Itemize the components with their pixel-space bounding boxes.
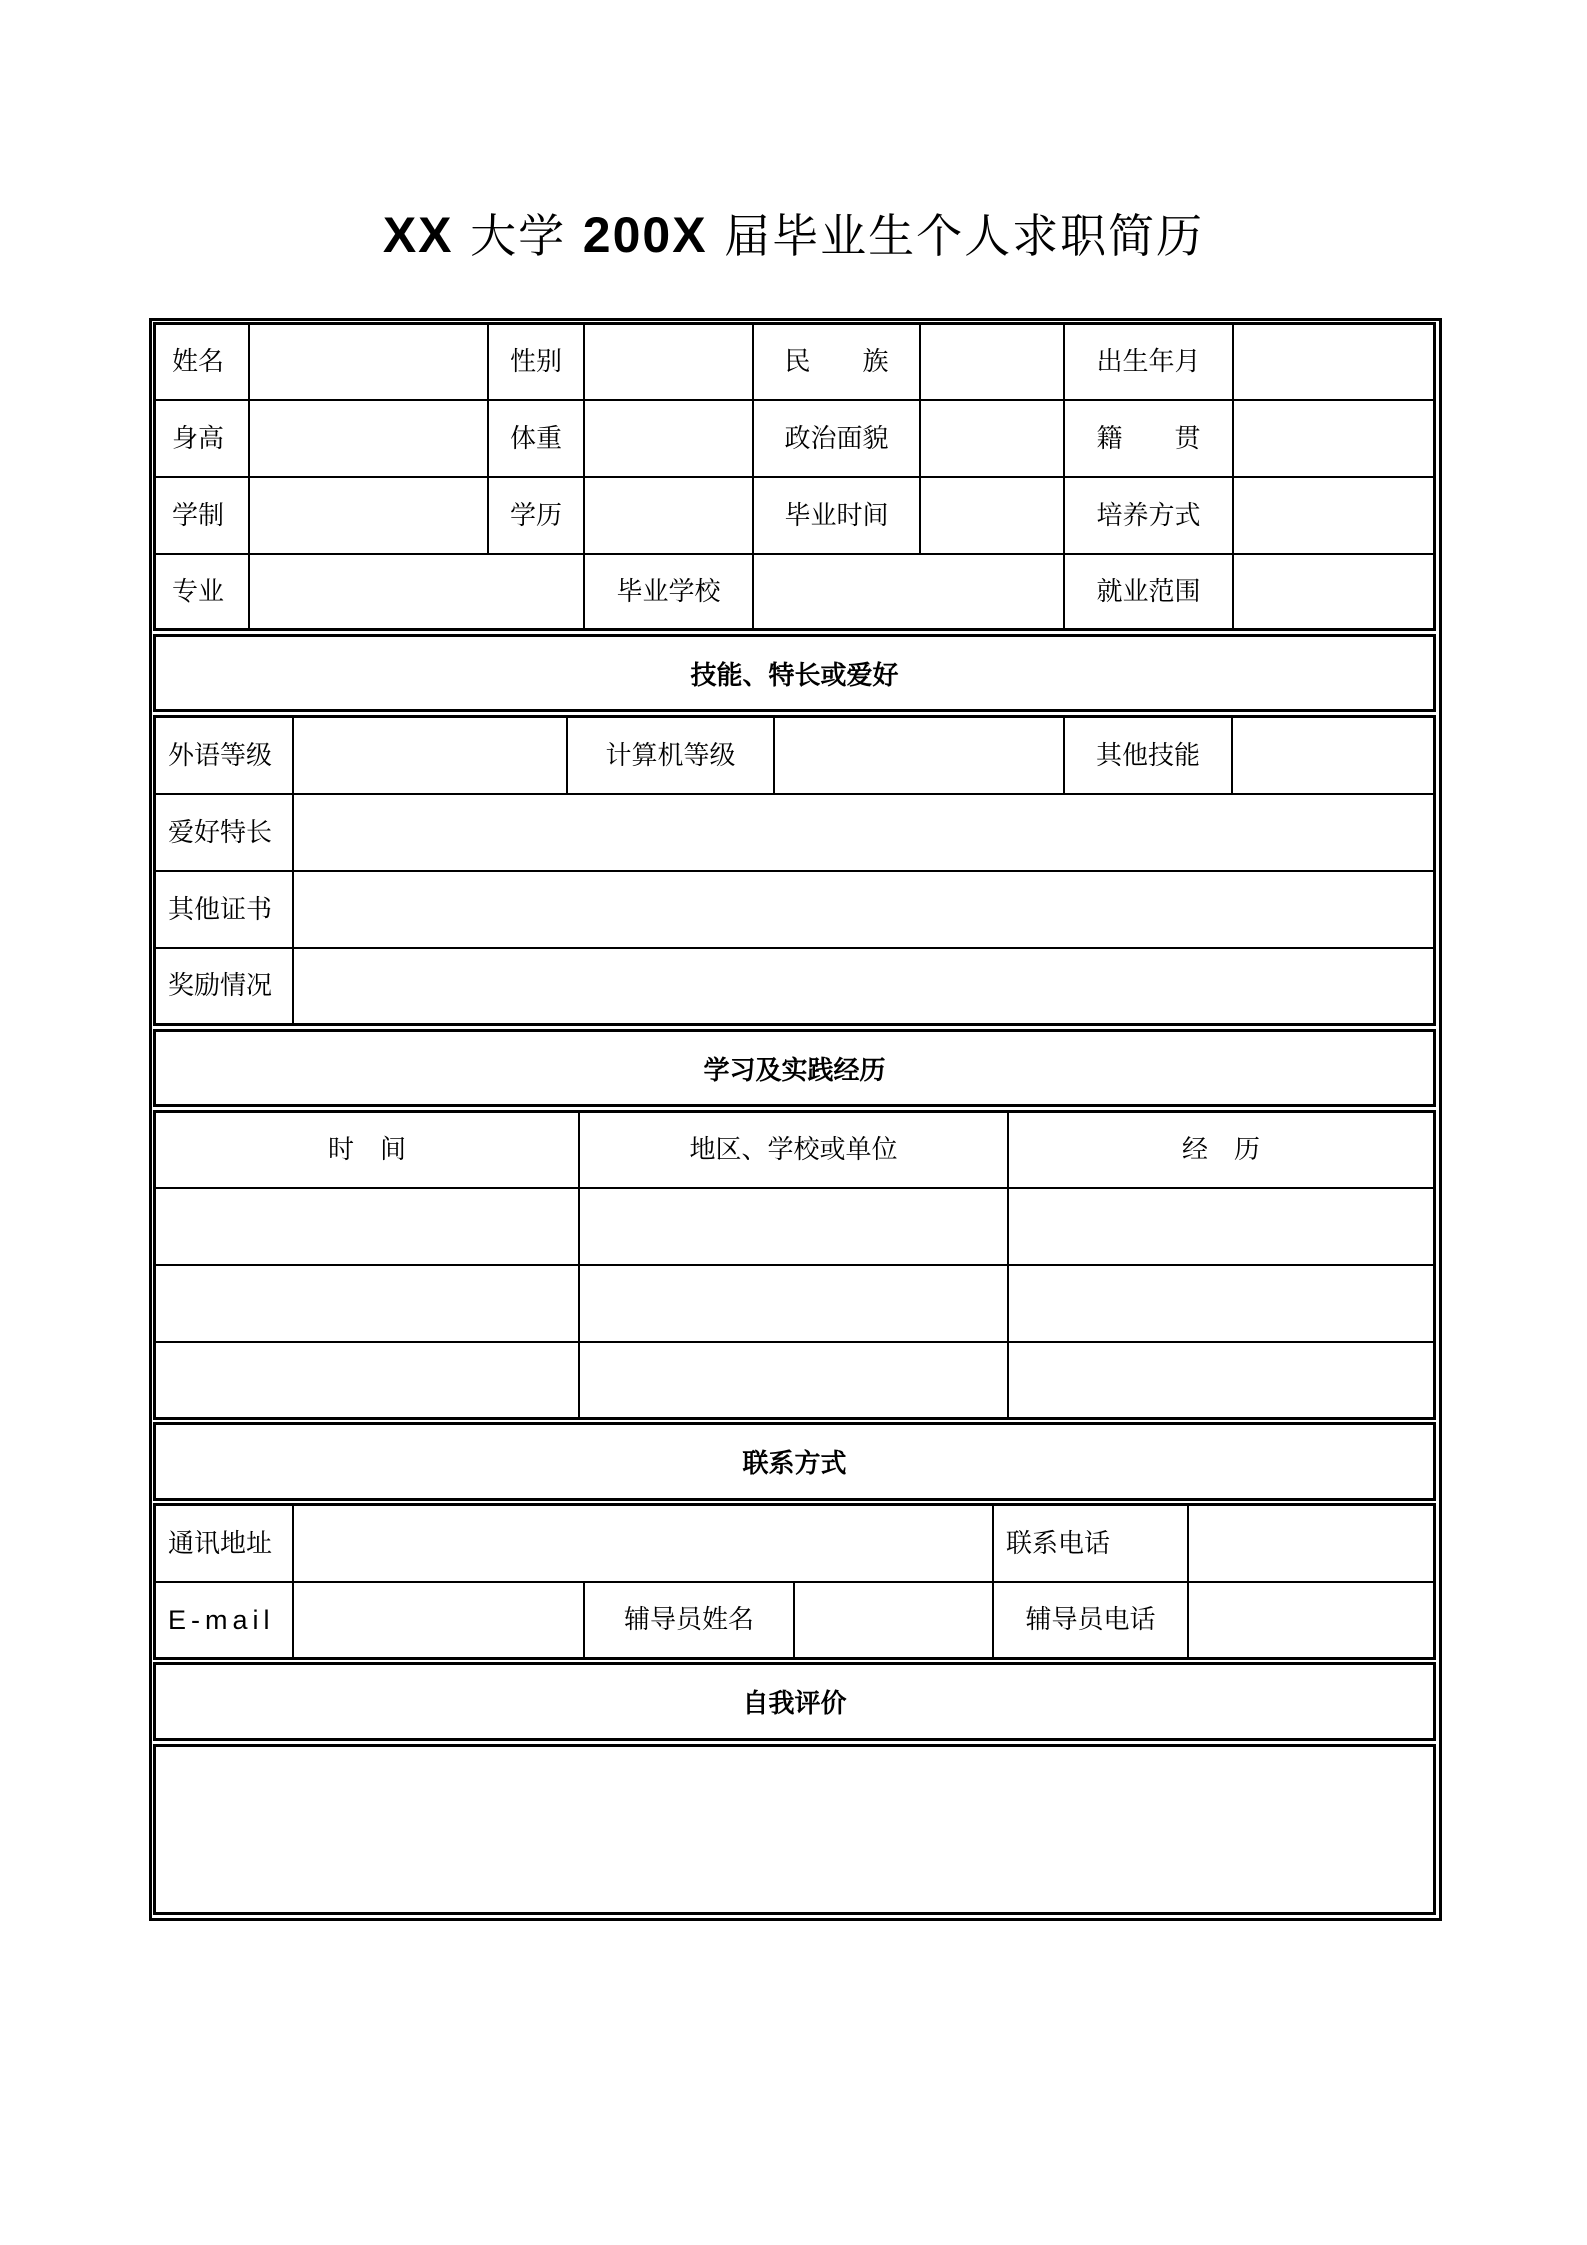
basic-info-table — [153, 322, 1436, 631]
contact-heading: 联系方式 — [742, 1449, 847, 1479]
field-computer-level[interactable] — [775, 718, 1063, 793]
label-training-mode: 培养方式 — [1096, 500, 1201, 531]
label-graduated-school: 毕业学校 — [616, 576, 721, 607]
field-employment-scope[interactable] — [1234, 555, 1433, 628]
label-other-skills: 其他技能 — [1095, 740, 1200, 771]
contact-heading-row — [153, 1422, 1436, 1501]
label-email: E-mail — [168, 1605, 275, 1635]
field-other-skills[interactable] — [1233, 718, 1433, 793]
experience-heading-row — [153, 1029, 1436, 1107]
field-hobbies[interactable] — [294, 795, 1433, 870]
field-awards[interactable] — [294, 949, 1433, 1023]
title-rest: 届毕业生个人求职简历 — [724, 209, 1205, 263]
field-self-evaluation[interactable] — [156, 1747, 1433, 1912]
field-birth-date[interactable] — [1234, 325, 1433, 399]
self-evaluation-heading: 自我评价 — [742, 1689, 847, 1719]
experience-cell[interactable] — [1009, 1189, 1433, 1264]
experience-heading: 学习及实践经历 — [703, 1055, 886, 1086]
title-university-placeholder: XX — [382, 207, 454, 263]
field-major[interactable] — [250, 555, 583, 628]
field-counselor-phone[interactable] — [1189, 1583, 1433, 1657]
label-native-place: 籍 贯 — [1096, 423, 1201, 454]
field-schooling-length[interactable] — [250, 478, 487, 553]
label-foreign-language-level: 外语等级 — [168, 740, 273, 771]
experience-cell[interactable] — [1009, 1343, 1433, 1417]
field-education[interactable] — [585, 478, 752, 553]
label-weight: 体重 — [509, 423, 562, 454]
label-schooling-length: 学制 — [172, 500, 225, 531]
self-evaluation-heading-row — [153, 1662, 1436, 1741]
field-gender[interactable] — [585, 325, 752, 399]
field-political-status[interactable] — [921, 401, 1063, 476]
label-phone: 联系电话 — [1006, 1528, 1111, 1559]
field-graduation-date[interactable] — [921, 478, 1063, 553]
experience-cell[interactable] — [580, 1266, 1007, 1341]
label-ethnicity: 民 族 — [784, 347, 889, 377]
field-counselor-name[interactable] — [795, 1583, 992, 1657]
label-hobbies: 爱好特长 — [168, 817, 273, 848]
label-name: 姓名 — [172, 347, 225, 377]
experience-cell[interactable] — [580, 1343, 1007, 1417]
label-counselor-phone: 辅导员电话 — [1025, 1605, 1156, 1635]
field-foreign-language-level[interactable] — [294, 718, 566, 793]
label-employment-scope: 就业范围 — [1096, 576, 1201, 607]
label-graduation-date: 毕业时间 — [784, 500, 889, 531]
skills-heading-row — [153, 634, 1436, 712]
field-email[interactable] — [294, 1583, 583, 1657]
experience-cell[interactable] — [156, 1343, 578, 1417]
experience-cell[interactable] — [580, 1189, 1007, 1264]
skills-table — [153, 715, 1436, 1026]
contact-table — [153, 1503, 1436, 1660]
title-year: 200X — [582, 207, 708, 263]
field-name[interactable] — [250, 325, 487, 399]
field-address[interactable] — [294, 1506, 992, 1581]
column-header-experience: 经 历 — [1181, 1135, 1260, 1165]
label-height: 身高 — [172, 423, 225, 454]
field-ethnicity[interactable] — [921, 325, 1063, 399]
column-header-place: 地区、学校或单位 — [689, 1135, 898, 1165]
experience-cell[interactable] — [156, 1266, 578, 1341]
label-awards: 奖励情况 — [168, 971, 273, 1001]
field-phone[interactable] — [1189, 1506, 1433, 1581]
title-university-word: 大学 — [470, 209, 567, 263]
field-graduated-school[interactable] — [754, 555, 1063, 628]
label-major: 专业 — [172, 576, 225, 607]
self-evaluation-box — [153, 1744, 1436, 1915]
experience-table — [153, 1110, 1436, 1420]
label-counselor-name: 辅导员姓名 — [623, 1605, 754, 1635]
field-height[interactable] — [250, 401, 487, 476]
label-education: 学历 — [509, 500, 562, 531]
field-other-certificates[interactable] — [294, 872, 1433, 947]
label-gender: 性别 — [509, 347, 562, 377]
label-other-certificates: 其他证书 — [168, 894, 273, 925]
field-weight[interactable] — [585, 401, 752, 476]
label-birth-date: 出生年月 — [1096, 347, 1201, 377]
label-address: 通讯地址 — [168, 1528, 273, 1559]
resume-title — [0, 205, 1587, 266]
field-training-mode[interactable] — [1234, 478, 1433, 553]
experience-cell[interactable] — [1009, 1266, 1433, 1341]
field-native-place[interactable] — [1234, 401, 1433, 476]
label-computer-level: 计算机等级 — [605, 740, 736, 771]
column-header-time: 时 间 — [327, 1135, 406, 1165]
skills-heading: 技能、特长或爱好 — [690, 660, 899, 691]
label-political-status: 政治面貌 — [784, 423, 889, 454]
experience-cell[interactable] — [156, 1189, 578, 1264]
